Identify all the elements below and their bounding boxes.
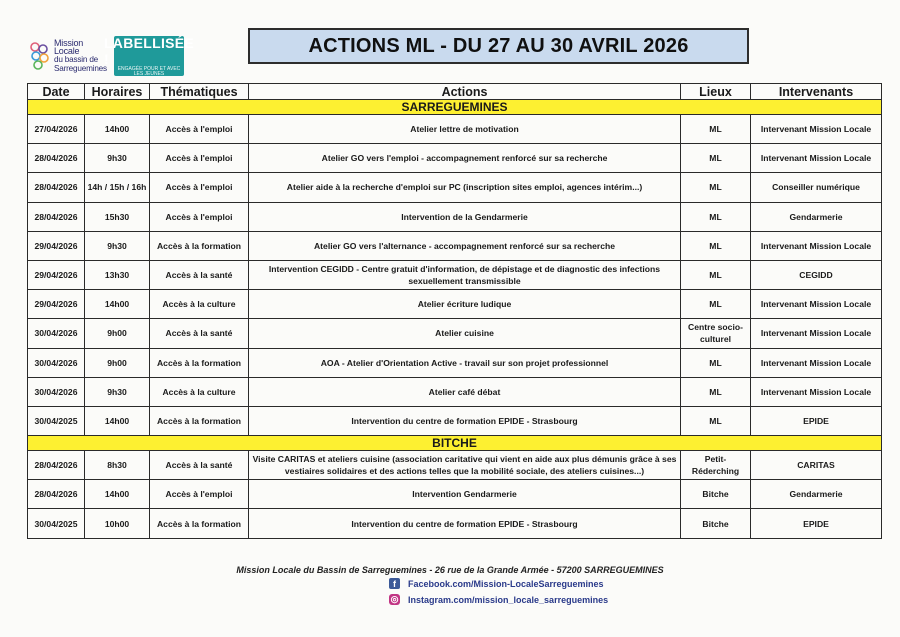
col-action: Actions <box>249 84 681 100</box>
cell-action: Intervention de la Gendarmerie <box>249 202 681 231</box>
cell-action: Visite CARITAS et ateliers cuisine (association caritative qui vient en aide aux plus démunis grâce à ses vestiaires solidaires et des actions telles que la mobilité sociale, des ateliers cuisines...) <box>249 451 681 480</box>
label-badge <box>103 34 195 77</box>
cell-place: Bitche <box>681 509 751 538</box>
col-time: Horaires <box>85 84 150 100</box>
cell-theme: Accès à l'emploi <box>150 115 249 144</box>
cell-theme: Accès à la culture <box>150 377 249 406</box>
table-row <box>28 290 882 319</box>
cell-date: 29/04/2026 <box>28 290 85 319</box>
cell-date: 30/04/2026 <box>28 319 85 348</box>
cell-theme: Accès à l'emploi <box>150 202 249 231</box>
cell-place: ML <box>681 290 751 319</box>
cell-speaker: EPIDE <box>751 509 882 538</box>
cell-date: 28/04/2026 <box>28 451 85 480</box>
mission-locale-logo <box>28 34 195 78</box>
table-row <box>28 509 882 538</box>
cell-place: ML <box>681 406 751 435</box>
table-row <box>28 451 882 480</box>
table-header <box>28 84 882 100</box>
cell-date: 29/04/2026 <box>28 260 85 289</box>
cell-place: Centre socio-culturel <box>681 319 751 348</box>
page-title: ACTIONS ML - DU 27 AU 30 AVRIL 2026 <box>248 28 749 64</box>
cell-action: Atelier GO vers l'emploi - accompagnement renforcé sur sa recherche <box>249 144 681 173</box>
cell-date: 30/04/2026 <box>28 348 85 377</box>
cell-time: 14h00 <box>85 115 150 144</box>
cell-time: 8h30 <box>85 451 150 480</box>
cell-date: 30/04/2025 <box>28 509 85 538</box>
cell-action: Intervention du centre de formation EPIDE - Strasbourg <box>249 509 681 538</box>
cell-speaker: CEGIDD <box>751 260 882 289</box>
cell-date: 27/04/2026 <box>28 115 85 144</box>
cell-date: 28/04/2026 <box>28 202 85 231</box>
table-row <box>28 115 882 144</box>
cell-date: 28/04/2026 <box>28 173 85 202</box>
cell-time: 14h / 15h / 16h <box>85 173 150 202</box>
cell-speaker: Intervenant Mission Locale <box>751 144 882 173</box>
cell-date: 28/04/2026 <box>28 480 85 509</box>
cell-action: Intervention CEGIDD - Centre gratuit d'information, de dépistage et de diagnostic des infections sexuellement transmissible <box>249 260 681 289</box>
cell-action: Intervention Gendarmerie <box>249 480 681 509</box>
cell-place: Bitche <box>681 480 751 509</box>
cell-action: AOA - Atelier d'Orientation Active - travail sur son projet professionnel <box>249 348 681 377</box>
cell-speaker: Gendarmerie <box>751 202 882 231</box>
table-row <box>28 231 882 260</box>
cell-place: ML <box>681 173 751 202</box>
cell-theme: Accès à la formation <box>150 509 249 538</box>
ml-logo <box>28 36 110 76</box>
label-subtitle: ENGAGÉE POUR ET AVEC LES JEUNES <box>117 65 181 77</box>
cell-time: 9h00 <box>85 319 150 348</box>
cell-speaker: Intervenant Mission Locale <box>751 231 882 260</box>
facebook-icon: f <box>389 578 400 589</box>
col-place: Lieux <box>681 84 751 100</box>
cell-place: ML <box>681 377 751 406</box>
cell-action: Atelier GO vers l'alternance - accompagnement renforcé sur sa recherche <box>249 231 681 260</box>
col-speaker: Intervenants <box>751 84 882 100</box>
cell-speaker: EPIDE <box>751 406 882 435</box>
instagram-text: Instagram.com/mission_locale_sarreguemines <box>408 594 609 605</box>
facebook-text: Facebook.com/Mission-LocaleSarreguemines <box>408 578 604 589</box>
footer-address: Mission Locale du Bassin de Sarreguemines - 26 rue de la Grande Armée - 57200 SARREGUEMINES <box>236 565 664 575</box>
cell-place: ML <box>681 348 751 377</box>
cell-theme: Accès à la santé <box>150 451 249 480</box>
cell-place: ML <box>681 115 751 144</box>
cell-action: Atelier lettre de motivation <box>249 115 681 144</box>
cell-date: 28/04/2026 <box>28 144 85 173</box>
table-row <box>28 319 882 348</box>
section-header <box>28 100 882 115</box>
cell-theme: Accès à l'emploi <box>150 173 249 202</box>
col-date: Date <box>28 84 85 100</box>
cell-time: 14h00 <box>85 480 150 509</box>
cell-time: 14h00 <box>85 290 150 319</box>
cell-theme: Accès à la culture <box>150 290 249 319</box>
cell-time: 10h00 <box>85 509 150 538</box>
table-row <box>28 202 882 231</box>
section-header <box>28 436 882 451</box>
cell-time: 15h30 <box>85 202 150 231</box>
col-theme: Thématiques <box>150 84 249 100</box>
cell-place: ML <box>681 144 751 173</box>
cell-time: 9h30 <box>85 144 150 173</box>
cell-action: Atelier aide à la recherche d'emploi sur PC (inscription sites emploi, agences intérim...) <box>249 173 681 202</box>
cell-place: Petit-Réderching <box>681 451 751 480</box>
actions-table <box>27 83 882 539</box>
cell-date: 29/04/2026 <box>28 231 85 260</box>
table-row <box>28 260 882 289</box>
logo-line-1: Mission Locale <box>54 37 84 57</box>
cell-theme: Accès à la santé <box>150 260 249 289</box>
cell-time: 9h00 <box>85 348 150 377</box>
cell-speaker: Gendarmerie <box>751 480 882 509</box>
instagram-icon: ◎ <box>390 594 399 604</box>
cell-speaker: Conseiller numérique <box>751 173 882 202</box>
table-row <box>28 348 882 377</box>
cell-date: 30/04/2026 <box>28 377 85 406</box>
cell-speaker: Intervenant Mission Locale <box>751 319 882 348</box>
cell-action: Atelier café débat <box>249 377 681 406</box>
cell-theme: Accès à l'emploi <box>150 144 249 173</box>
cell-time: 9h30 <box>85 377 150 406</box>
cell-theme: Accès à la formation <box>150 406 249 435</box>
cell-speaker: Intervenant Mission Locale <box>751 290 882 319</box>
cell-place: ML <box>681 231 751 260</box>
cell-speaker: Intervenant Mission Locale <box>751 377 882 406</box>
table-row <box>28 377 882 406</box>
cell-theme: Accès à la formation <box>150 231 249 260</box>
ml-emblem-icon <box>28 39 52 73</box>
cell-action: Atelier écriture ludique <box>249 290 681 319</box>
cell-time: 14h00 <box>85 406 150 435</box>
instagram-link[interactable] <box>389 594 608 605</box>
table-row <box>28 480 882 509</box>
cell-theme: Accès à la santé <box>150 319 249 348</box>
logo-line-2: du bassin de <box>54 55 99 64</box>
cell-time: 13h30 <box>85 260 150 289</box>
cell-theme: Accès à la formation <box>150 348 249 377</box>
facebook-link[interactable] <box>389 578 604 589</box>
table-row <box>28 406 882 435</box>
cell-theme: Accès à l'emploi <box>150 480 249 509</box>
label-title: LABELLISÉE ! <box>103 34 195 67</box>
cell-date: 30/04/2025 <box>28 406 85 435</box>
cell-place: ML <box>681 260 751 289</box>
cell-speaker: CARITAS <box>751 451 882 480</box>
section-title: BITCHE <box>28 436 882 451</box>
cell-action: Intervention du centre de formation EPIDE - Strasbourg <box>249 406 681 435</box>
cell-speaker: Intervenant Mission Locale <box>751 115 882 144</box>
logo-line-3: Sarreguemines <box>54 63 107 73</box>
cell-time: 9h30 <box>85 231 150 260</box>
section-title: SARREGUEMINES <box>28 100 882 115</box>
table-row <box>28 144 882 173</box>
cell-action: Atelier cuisine <box>249 319 681 348</box>
table-row <box>28 173 882 202</box>
cell-speaker: Intervenant Mission Locale <box>751 348 882 377</box>
cell-place: ML <box>681 202 751 231</box>
